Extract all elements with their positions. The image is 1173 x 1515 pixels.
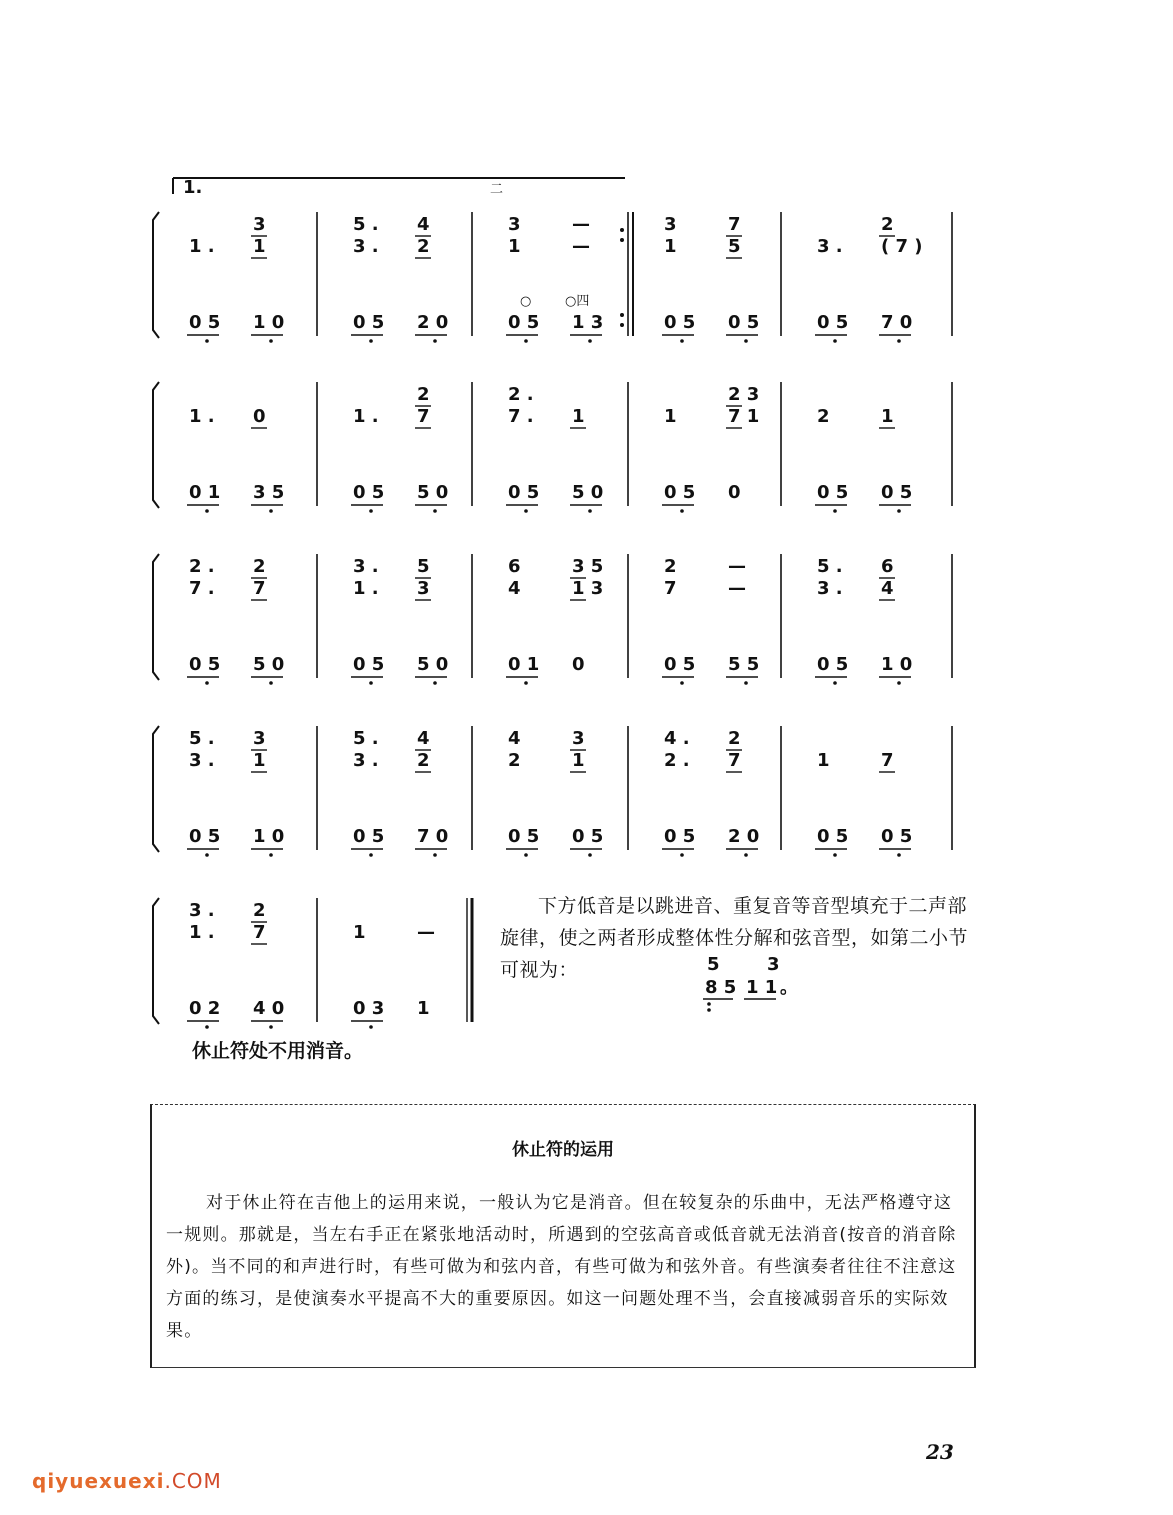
melody-note: 1 (664, 236, 677, 257)
low-octave-dot (433, 853, 437, 857)
low-octave-dot (269, 339, 273, 343)
bass-note: 5 0 (572, 482, 604, 503)
bass-note: 5 0 (417, 482, 449, 503)
tip-box-body: 对于休止符在吉他上的运用来说，一般认为它是消音。但在较复杂的乐曲中，无法严格遵守这一规则。那就是，当左右手正在紧张地活动时，所遇到的空弦高音或低音就无法消音(按音的消音除外)。当不同的和声进行时，有些可做为和弦内音，有些可做为和弦外音。有些演奏者往往不注意这方面的练习，是使演奏水平提高不大的重要原因。如这一问题处理不当，会直接减弱音乐的实际效果。 (166, 1193, 957, 1341)
tip-box-title: 休止符的运用 (512, 1140, 614, 1160)
bass-note: 7 0 (417, 826, 449, 847)
melody-note: 2 (417, 750, 430, 771)
low-octave-dot (833, 339, 837, 343)
melody-note: 1 . (189, 236, 215, 257)
score-system (153, 898, 472, 1029)
repeat-dot (620, 228, 624, 232)
rest-note: 休止符处不用消音。 (192, 1040, 364, 1062)
melody-note: 1 (881, 406, 894, 427)
melody-note: 2 (881, 214, 894, 235)
bass-note: 3 5 (253, 482, 285, 503)
low-octave-dot (524, 339, 528, 343)
low-octave-dot (433, 509, 437, 513)
low-octave-dot (744, 339, 748, 343)
low-octave-dot (897, 339, 901, 343)
melody-note: 2 (817, 406, 830, 427)
low-octave-dot (205, 853, 209, 857)
bass-note: 0 5 (353, 482, 385, 503)
melody-note: 1 (572, 750, 585, 771)
page-number: 23 (926, 1440, 954, 1464)
low-octave-dot (833, 853, 837, 857)
melody-note: 2 (417, 236, 430, 257)
melody-note: 2 . (664, 750, 690, 771)
low-octave-dot (433, 681, 437, 685)
melody-note: 2 3 (728, 384, 760, 405)
low-octave-dot (588, 339, 592, 343)
bass-note: 0 5 (353, 826, 385, 847)
melody-note: 6 (508, 556, 521, 577)
melody-note: 3 . (189, 900, 215, 921)
bass-note: 0 5 (189, 654, 221, 675)
bass-note: 7 0 (881, 312, 913, 333)
bass-note: 0 5 (508, 826, 540, 847)
watermark-part1: qiyuexuexi (32, 1469, 165, 1493)
explanation-paragraph: 下方低音是以跳进音、重复音等音型填充于二声部旋律，使之两者形成整体性分解和弦音型，如第二小节可视为： (500, 895, 969, 981)
melody-note: 7 (728, 214, 741, 235)
bass-note: 0 5 (508, 312, 540, 333)
melody-note: 1 . (353, 578, 379, 599)
low-octave-dot (205, 1025, 209, 1029)
melody-note: 4 (881, 578, 894, 599)
melody-note: 4 (417, 728, 430, 749)
example-lower-notes: 1 1 (746, 977, 778, 998)
low-octave-dot (524, 509, 528, 513)
bass-note: 0 5 (817, 312, 849, 333)
melody-note: 1 (253, 236, 266, 257)
melody-note: 7 (664, 578, 677, 599)
melody-note: 7 (728, 750, 741, 771)
bass-note: 0 5 (353, 654, 385, 675)
melody-note: 5 . (353, 728, 379, 749)
melody-note: 1 (664, 406, 677, 427)
string-circle-annotation: ○ (520, 294, 532, 309)
low-octave-dot (369, 1025, 373, 1029)
bass-note: 1 3 (572, 312, 604, 333)
volta-label: 1. (183, 177, 203, 198)
melody-note: 0 (253, 406, 266, 427)
repeat-dot (620, 313, 624, 317)
low-octave-dot (524, 681, 528, 685)
score-system (153, 382, 952, 513)
score-system (153, 726, 952, 857)
bass-note: 1 0 (253, 312, 285, 333)
bass-note: 0 5 (572, 826, 604, 847)
melody-note: 5 . (817, 556, 843, 577)
melody-note: 2 (664, 556, 677, 577)
low-octave-dot (588, 853, 592, 857)
bass-note: 2 0 (417, 312, 449, 333)
melody-note: 3 . (817, 236, 843, 257)
melody-note: 7 (253, 922, 266, 943)
melody-note: 6 (881, 556, 894, 577)
score-system (153, 212, 952, 343)
melody-note: 3 (253, 728, 266, 749)
system-bracket (153, 382, 159, 508)
melody-note: — (728, 578, 746, 599)
watermark-part2: .COM (164, 1469, 222, 1493)
melody-note: 1 . (189, 406, 215, 427)
low-octave-dot (833, 681, 837, 685)
low-octave-dot (369, 853, 373, 857)
melody-note: — (728, 556, 746, 577)
bass-note: 0 5 (817, 654, 849, 675)
low-octave-dot (205, 339, 209, 343)
score-system (153, 554, 952, 685)
low-octave-dot (205, 681, 209, 685)
watermark (32, 1469, 222, 1493)
bass-note: 0 5 (817, 826, 849, 847)
bass-note: 0 5 (817, 482, 849, 503)
low-octave-dot (205, 509, 209, 513)
melody-note: 3 . (353, 750, 379, 771)
bass-note: 5 0 (253, 654, 285, 675)
low-octave-dot (833, 509, 837, 513)
position-marker: 二 (490, 182, 504, 197)
low-octave-dot (897, 853, 901, 857)
volta-bracket (173, 177, 625, 198)
low-octave-dot (369, 509, 373, 513)
bass-note: 0 (572, 654, 585, 675)
melody-note: 2 (253, 900, 266, 921)
bass-note: 1 (417, 998, 430, 1019)
bass-note: 0 5 (353, 312, 385, 333)
low-octave-dot (369, 681, 373, 685)
bass-note: 5 5 (728, 654, 760, 675)
low-octave-dot (433, 339, 437, 343)
bass-note: 0 3 (353, 998, 385, 1019)
bass-note: 0 5 (664, 654, 696, 675)
melody-note: 5 (728, 236, 741, 257)
system-bracket (153, 726, 159, 852)
melody-note: 1 (508, 236, 521, 257)
melody-note: 1 (572, 406, 585, 427)
melody-note: 3 (508, 214, 521, 235)
melody-note: 2 (728, 728, 741, 749)
low-octave-dot (269, 1025, 273, 1029)
bass-note: 1 0 (881, 654, 913, 675)
low-octave-dot (269, 853, 273, 857)
melody-note: 7 . (189, 578, 215, 599)
melody-note: 5 (417, 556, 430, 577)
melody-note: 7 . (508, 406, 534, 427)
example-end: 。 (780, 977, 798, 998)
melody-note: 4 . (664, 728, 690, 749)
melody-note: 3 . (353, 236, 379, 257)
low-octave-dot (897, 509, 901, 513)
melody-note: 4 (508, 728, 521, 749)
bass-note: 2 0 (728, 826, 760, 847)
melody-note: 7 1 (728, 406, 760, 427)
bass-note: 0 5 (189, 312, 221, 333)
low-octave-dot (269, 681, 273, 685)
system-bracket (153, 898, 159, 1024)
low-octave-dot (524, 853, 528, 857)
melody-note: 2 . (189, 556, 215, 577)
bass-note: 0 5 (881, 826, 913, 847)
melody-note: 1 (817, 750, 830, 771)
melody-note: 3 . (189, 750, 215, 771)
bass-note: 0 5 (728, 312, 760, 333)
bass-note: 0 2 (189, 998, 221, 1019)
low-octave-dot (680, 509, 684, 513)
melody-note: 2 (417, 384, 430, 405)
melody-note: 3 . (353, 556, 379, 577)
low-octave-dot (588, 509, 592, 513)
melody-note: 3 (572, 728, 585, 749)
bass-note: 0 5 (189, 826, 221, 847)
melody-note: 1 (353, 922, 366, 943)
bass-note: 0 5 (664, 826, 696, 847)
low-octave-dot (680, 339, 684, 343)
melody-note: 1 3 (572, 578, 604, 599)
low-octave-dot (680, 681, 684, 685)
melody-note: 3 5 (572, 556, 604, 577)
low-octave-dot (680, 853, 684, 857)
melody-note: 1 . (189, 922, 215, 943)
bass-note: 4 0 (253, 998, 285, 1019)
melody-note: — (417, 922, 435, 943)
melody-note: 1 (253, 750, 266, 771)
melody-note: 5 . (189, 728, 215, 749)
bass-note: 0 5 (664, 482, 696, 503)
bass-note: 0 5 (881, 482, 913, 503)
melody-note: 2 (508, 750, 521, 771)
bass-note: 0 5 (508, 482, 540, 503)
low-octave-dot (269, 509, 273, 513)
melody-note: 7 (881, 750, 894, 771)
bass-note: 0 1 (508, 654, 540, 675)
melody-note: 7 (417, 406, 430, 427)
bass-note: 0 5 (664, 312, 696, 333)
melody-note: 3 (417, 578, 430, 599)
low-octave-dot (744, 853, 748, 857)
melody-note: 2 (253, 556, 266, 577)
bass-note: 0 (728, 482, 741, 503)
repeat-dot (620, 238, 624, 242)
melody-note: 3 . (817, 578, 843, 599)
melody-note: 3 (664, 214, 677, 235)
melody-note: 2 . (508, 384, 534, 405)
bass-note: 5 0 (417, 654, 449, 675)
melody-note: 7 (253, 578, 266, 599)
string-circle-annotation: ○四 (565, 294, 590, 309)
system-bracket (153, 212, 159, 338)
low-octave-dot (744, 681, 748, 685)
melody-note: — (572, 236, 590, 257)
example-upper-note: 5 (707, 954, 720, 975)
low-octave-dot (897, 681, 901, 685)
repeat-dot (620, 323, 624, 327)
melody-note: 5 . (353, 214, 379, 235)
example-upper-note: 3 (767, 954, 780, 975)
melody-note: 4 (417, 214, 430, 235)
example-lower-notes: 8 5 (705, 977, 737, 998)
tip-box (150, 1104, 976, 1368)
low-octave-dot (369, 339, 373, 343)
melody-note: 4 (508, 578, 521, 599)
bass-note: 0 1 (189, 482, 221, 503)
bass-note: 1 0 (253, 826, 285, 847)
melody-note: 1 . (353, 406, 379, 427)
melody-note: ( 7 ) (881, 236, 923, 257)
melody-note: 3 (253, 214, 266, 235)
system-bracket (153, 554, 159, 680)
melody-note: — (572, 214, 590, 235)
